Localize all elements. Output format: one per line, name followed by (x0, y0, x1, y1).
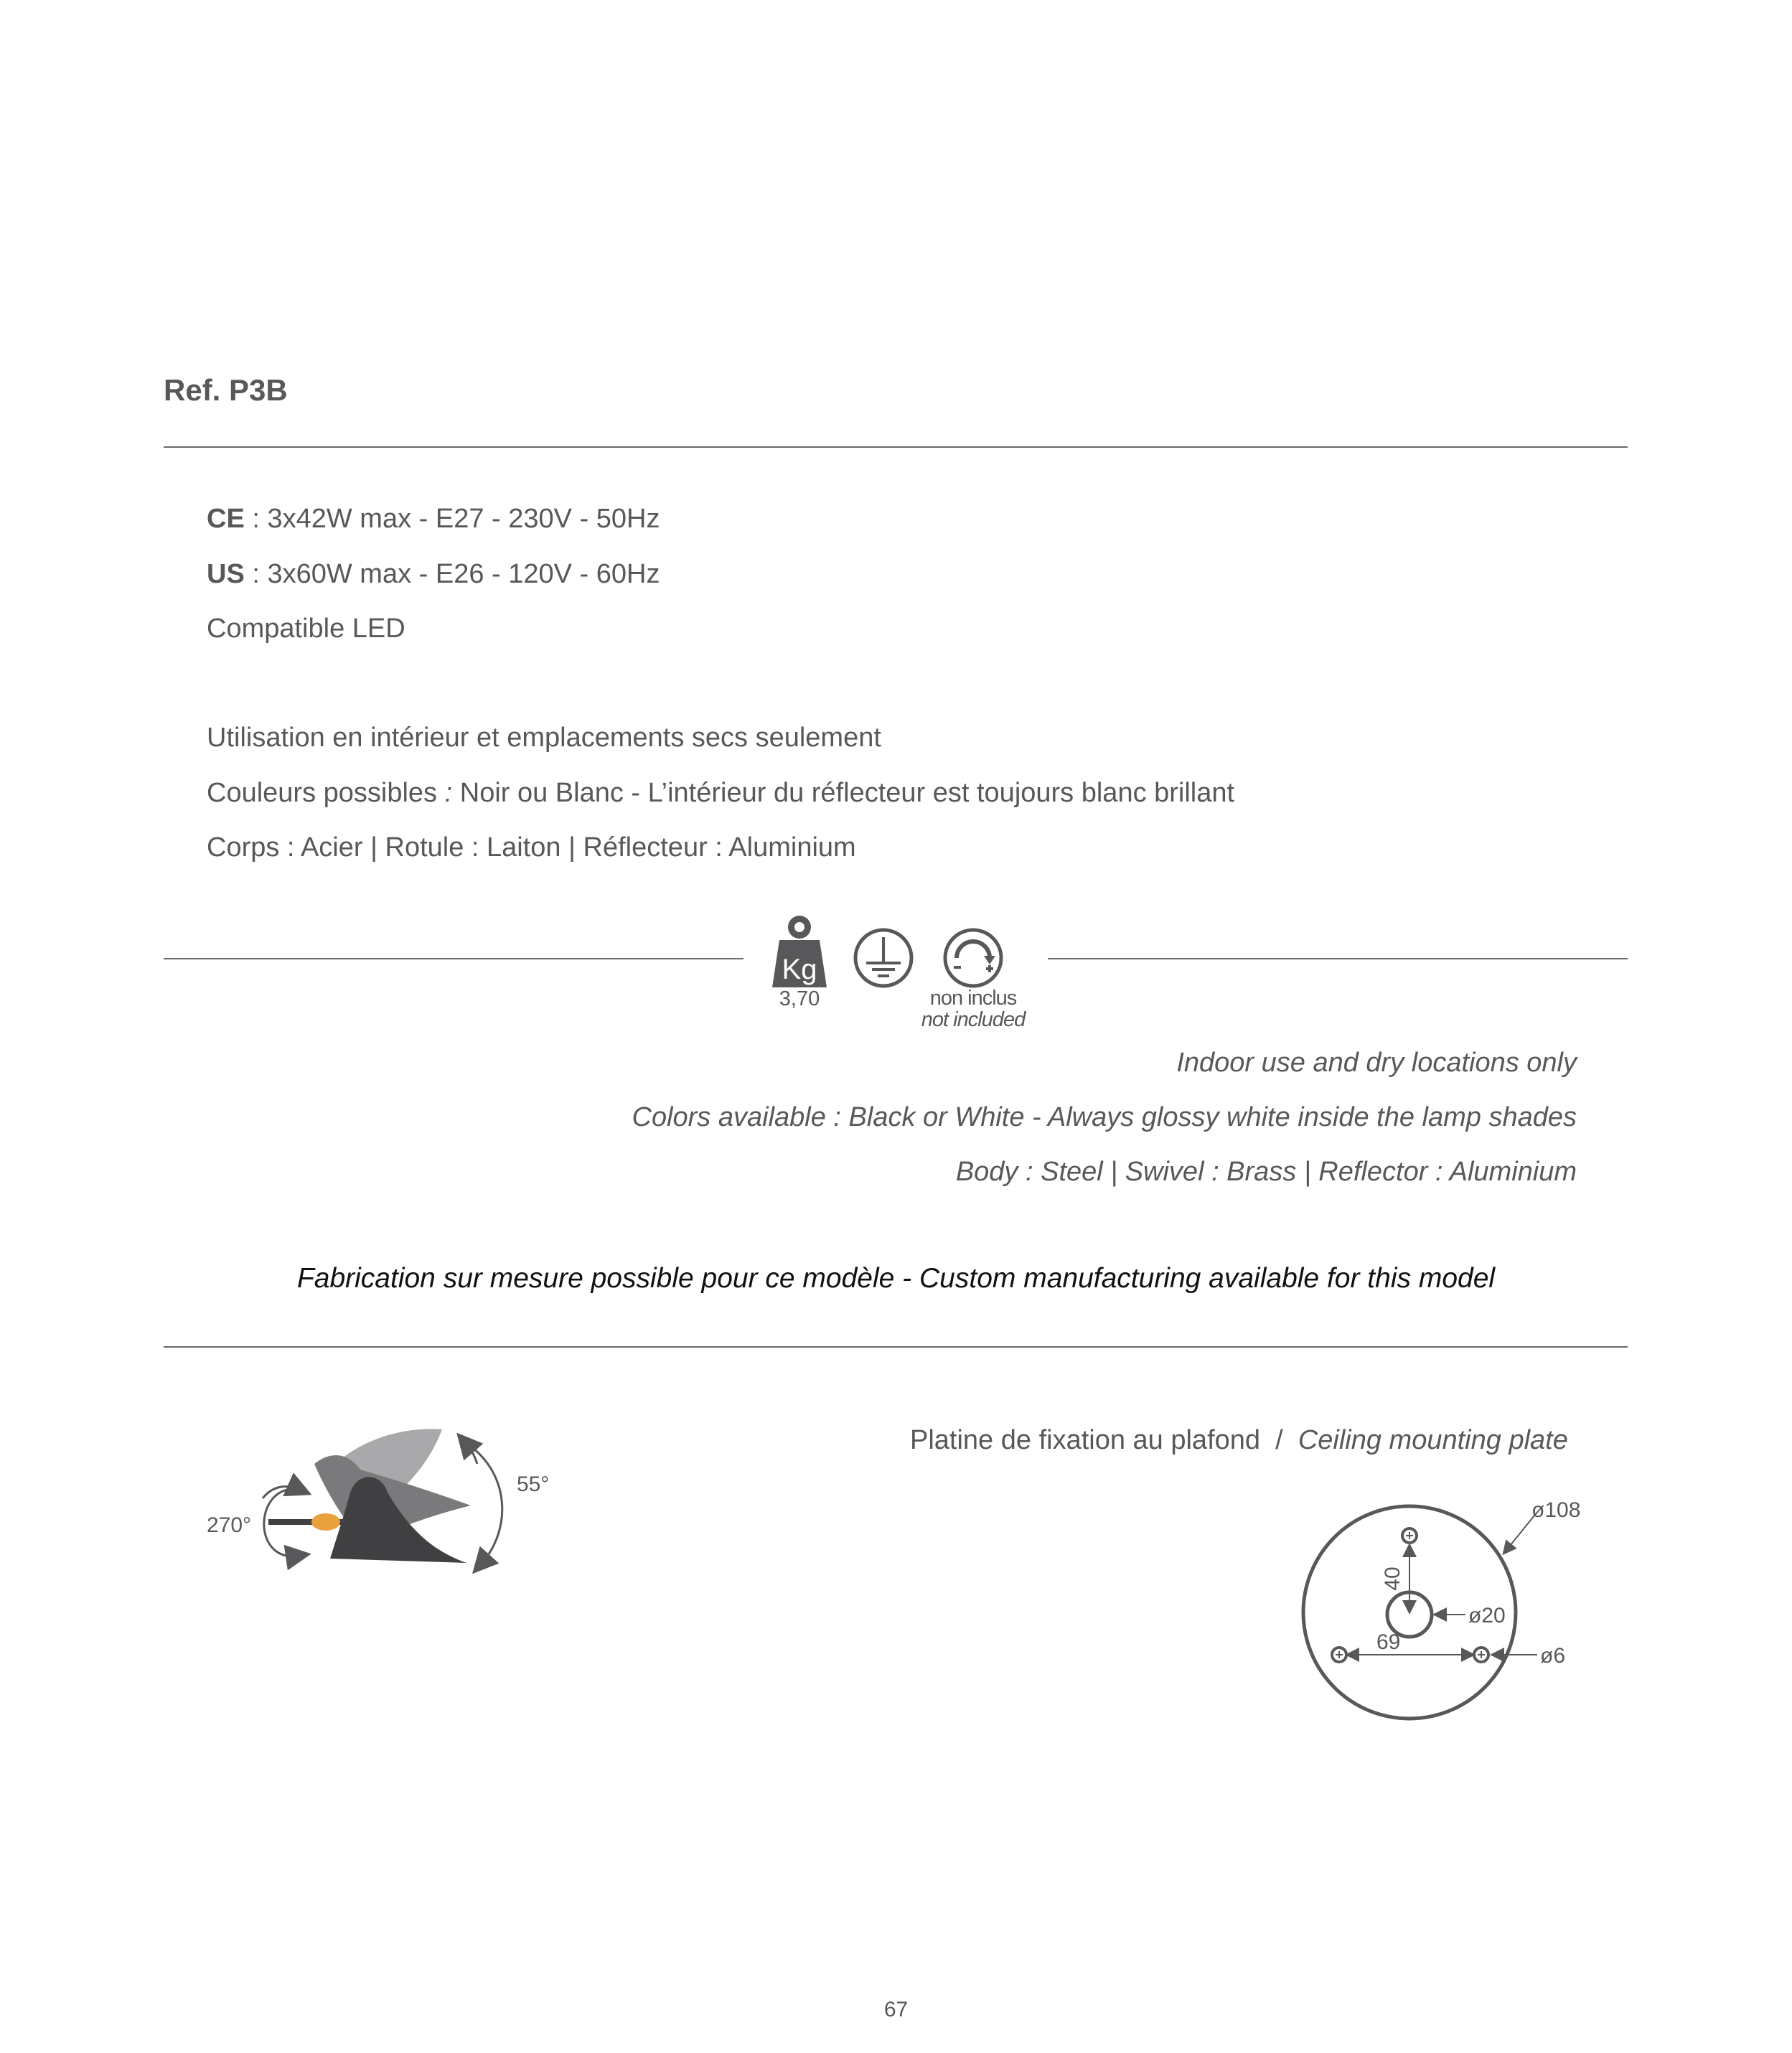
mounting-plate-title-en: Ceiling mounting plate (1298, 1425, 1568, 1455)
mounting-plate-diagram (1292, 1493, 1622, 1737)
mounting-plate-title-sep: / (1260, 1425, 1298, 1455)
bulb-not-included-fr: non inclus (929, 987, 1017, 1010)
spec-materials-fr: Corps : Acier | Rotule : Laiton | Réflecteur : Aluminium (207, 832, 856, 863)
mounting-plate-title-fr: Platine de fixation au plafond (910, 1425, 1261, 1455)
ground-icon (853, 927, 914, 989)
spec-colors-value: Noir ou Blanc - L’intérieur du réflecteur est toujours blanc brillant (459, 778, 1235, 808)
bulb-not-included-en: not included (921, 1008, 1026, 1031)
spec-colors-en: Colors available : Black or White - Always glossy white inside the lamp shades (632, 1102, 1577, 1132)
reference-title: Ref. P3B (164, 373, 288, 407)
dimmer-icon (942, 927, 1004, 989)
spec-led: Compatible LED (207, 614, 405, 644)
weight-value: 3,70 (779, 987, 820, 1010)
icons-divider-left (164, 958, 743, 959)
rotation-vertical-label: 55° (517, 1472, 550, 1496)
plate-center-hole-diameter: ø20 (1468, 1604, 1506, 1627)
weight-icon (769, 913, 830, 987)
plate-dim-vertical: 40 (1381, 1566, 1404, 1591)
spec-us (207, 559, 660, 590)
spec-usage-fr: Utilisation en intérieur et emplacements secs seulement (207, 723, 881, 753)
spec-ce (207, 504, 660, 535)
spec-ce-label: CE (207, 504, 245, 534)
top-divider (164, 446, 1628, 448)
icons-divider-right (1048, 958, 1628, 959)
spec-us-label: US (207, 559, 245, 589)
page-number: 67 (883, 1998, 909, 2021)
spec-ce-value: : 3x42W max - E27 - 230V - 50Hz (244, 504, 660, 534)
lamp-swivel (311, 1513, 340, 1531)
plate-outer-diameter: ø108 (1531, 1498, 1581, 1522)
plate-dim-horizontal: 69 (1376, 1630, 1401, 1654)
spec-colors-label: Couleurs possibles (207, 778, 438, 808)
spec-materials-en: Body : Steel | Swivel : Brass | Reflector : Aluminium (955, 1157, 1577, 1187)
spec-usage-en: Indoor use and dry locations only (1176, 1048, 1577, 1078)
lamp-rotation-diagram (194, 1421, 567, 1586)
mounting-plate-title (910, 1425, 1568, 1456)
spec-us-value: : 3x60W max - E26 - 120V - 60Hz (244, 559, 660, 589)
rotation-horizontal-label: 270° (207, 1513, 252, 1537)
plate-screw-hole-diameter: ø6 (1540, 1644, 1566, 1668)
bottom-divider (164, 1346, 1628, 1348)
spec-colors-sep: : (437, 778, 460, 808)
weight-symbol: Kg (782, 954, 817, 985)
spec-colors-fr (207, 778, 1234, 809)
custom-manufacturing-note: Fabrication sur mesure possible pour ce modèle - Custom manufacturing available for this model (296, 1263, 1496, 1294)
